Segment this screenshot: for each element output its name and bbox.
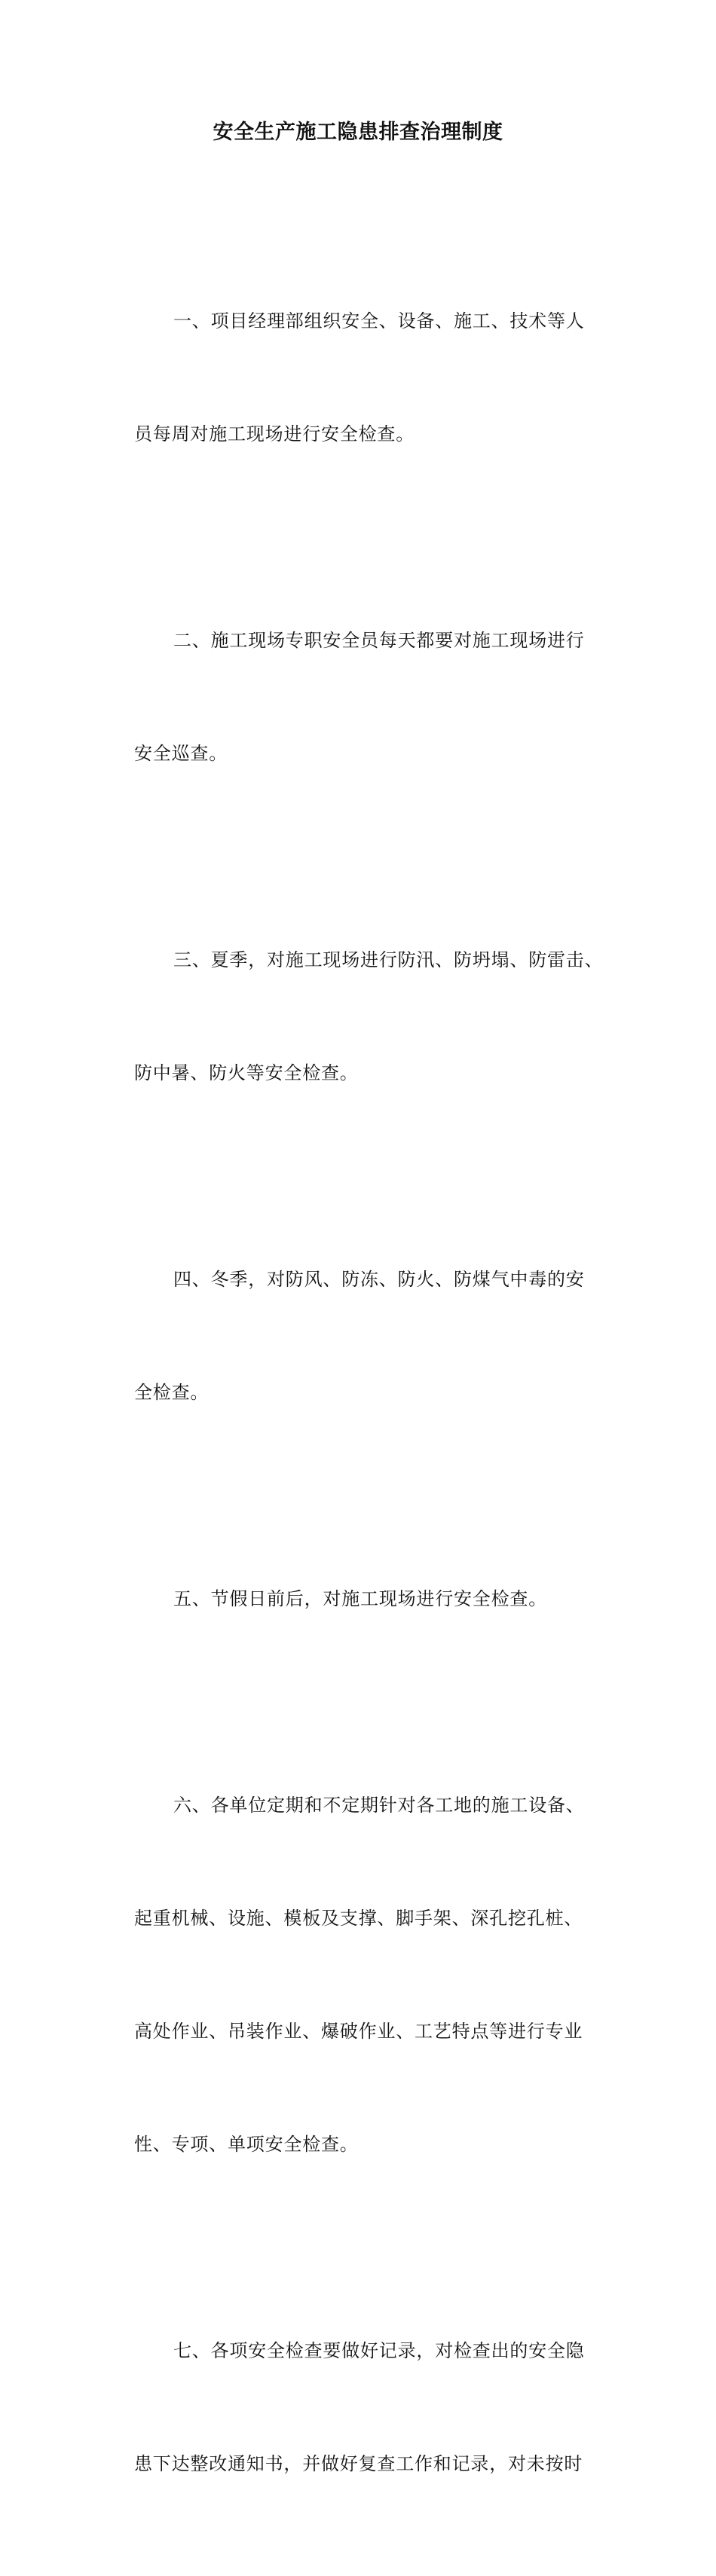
- paragraph-line: 六、各单位定期和不定期针对各工地的施工设备、: [173, 1795, 585, 1816]
- paragraph-line: 一、项目经理部组织安全、设备、施工、技术等人: [173, 310, 585, 332]
- paragraph-1: [134, 227, 632, 528]
- paragraph-line: 四、冬季，对防风、防冻、防火、防煤气中毒的安: [173, 1269, 585, 1290]
- paragraph-7: [134, 2257, 632, 2558]
- paragraph-line: 全检查。: [134, 1382, 210, 1403]
- paragraph-line: 二、施工现场专职安全员每天都要对施工现场进行: [173, 630, 585, 651]
- paragraph-2: [134, 546, 632, 848]
- paragraph-line: 患下达整改通知书，并做好复查工作和记录，对未按时: [134, 2453, 583, 2474]
- paragraph-6: [134, 1711, 632, 2238]
- paragraph-line: 员每周对施工现场进行安全检查。: [134, 423, 415, 445]
- paragraph-line: 防中暑、防火等安全检查。: [134, 1062, 359, 1083]
- paragraph-line: 安全巡查。: [134, 743, 228, 764]
- document-title: 安全生产施工隐患排查治理制度: [213, 121, 503, 144]
- paragraph-line: 高处作业、吊装作业、爆破作业、工艺特点等进行专业: [134, 2021, 583, 2042]
- paragraph-4: [134, 1185, 632, 1487]
- paragraph-3: [134, 866, 632, 1167]
- paragraph-5: [134, 1505, 632, 1693]
- document-body: [134, 227, 632, 2576]
- paragraph-line: 五、节假日前后，对施工现场进行安全检查。: [173, 1588, 547, 1609]
- paragraph-line: 七、各项安全检查要做好记录，对检查出的安全隐: [173, 2340, 585, 2361]
- paragraph-line: 三、夏季，对施工现场进行防汛、防坍塌、防雷击、: [173, 949, 604, 970]
- paragraph-line: 起重机械、设施、模板及支撑、脚手架、深孔挖孔桩、: [134, 1908, 583, 1929]
- paragraph-line: 性、专项、单项安全检查。: [134, 2134, 359, 2155]
